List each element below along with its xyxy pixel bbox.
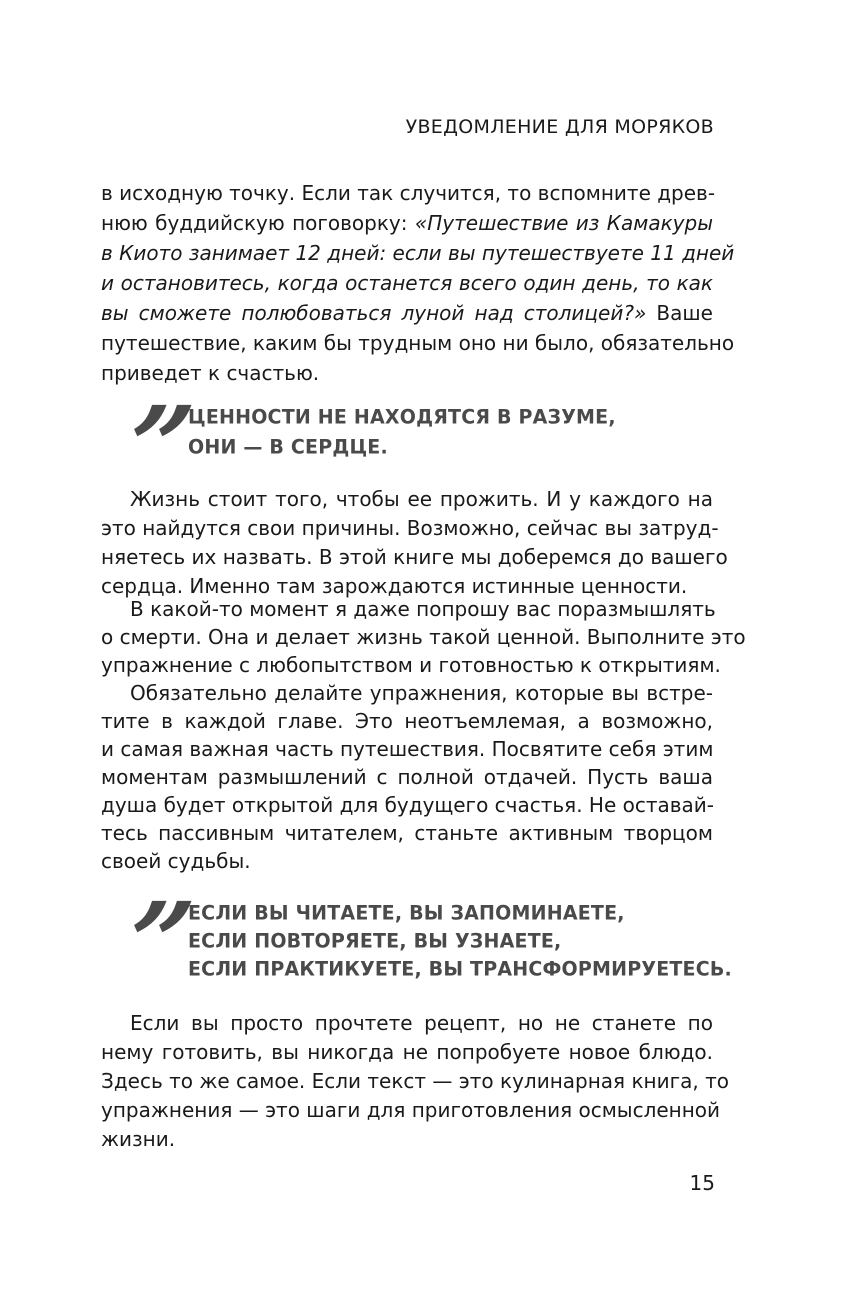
text-line: В какой-то момент я даже попрошу вас поразмышлять bbox=[130, 597, 716, 621]
text-line: упражнение с любопытством и готовностью к открытиям. bbox=[101, 653, 721, 677]
text-line bbox=[101, 268, 713, 298]
text-line bbox=[101, 298, 713, 328]
running-head: УВЕДОМЛЕНИЕ ДЛЯ МОРЯКОВ bbox=[405, 116, 714, 138]
text-line: упражнения — это шаги для приготовления осмысленной bbox=[101, 1098, 721, 1122]
pull-quote-line: ЦЕННОСТИ НЕ НАХОДЯТСЯ В РАЗУМЕ, bbox=[188, 405, 616, 429]
text-line: приведет к счастью. bbox=[101, 361, 320, 385]
text-line: сердца. Именно там зарождаются истинные ценности. bbox=[101, 574, 688, 598]
text-line bbox=[101, 208, 713, 238]
text-line: нему готовить, вы никогда не попробуете новое блюдо. bbox=[101, 1040, 713, 1064]
text-line: тите в каждой главе. Это неотъемлемая, а возможно, bbox=[101, 709, 713, 733]
pull-quote-line: ОНИ — В СЕРДЦЕ. bbox=[188, 435, 388, 459]
italic-quote: в Киото занимает 12 дней: если вы путешествуете 11 дней bbox=[101, 241, 735, 265]
text-line: своей судьбы. bbox=[101, 849, 251, 873]
quote-mark-icon: ” bbox=[119, 382, 201, 511]
text-line: Обязательно делайте упражнения, которые вы встре- bbox=[130, 681, 713, 705]
italic-quote: «Путешествие из Камакуры bbox=[414, 211, 713, 235]
italic-quote: и остановитесь, когда останется всего один день, то как bbox=[101, 271, 713, 295]
text-span: Ваше bbox=[646, 301, 713, 325]
pull-quote-line: ЕСЛИ ВЫ ЧИТАЕТЕ, ВЫ ЗАПОМИНАЕТЕ, bbox=[188, 901, 625, 925]
quote-mark-icon: ” bbox=[119, 878, 201, 1007]
text-line: няетесь их назвать. В этой книге мы доберемся до вашего bbox=[101, 545, 728, 569]
text-line: в исходную точку. Если так случится, то вспомните древ- bbox=[101, 181, 716, 205]
text-line: путешествие, каким бы трудным оно ни было, обязательно bbox=[101, 331, 735, 355]
text-line: моментам размышлений с полной отдачей. Пусть ваша bbox=[101, 765, 713, 789]
text-span: нюю буддийскую поговорку: bbox=[101, 211, 415, 235]
text-line: и самая важная часть путешествия. Посвятите себя этим bbox=[101, 737, 714, 761]
text-line: тесь пассивным читателем, станьте активным творцом bbox=[101, 821, 713, 845]
text-line: Здесь то же самое. Если текст — это кулинарная книга, то bbox=[101, 1069, 729, 1093]
text-line: Жизнь стоит того, чтобы ее прожить. И у каждого на bbox=[130, 487, 713, 511]
page-number: 15 bbox=[689, 1171, 715, 1195]
text-line: это найдутся свои причины. Возможно, сейчас вы затруд- bbox=[101, 516, 719, 540]
italic-quote: вы сможете полюбоваться луной над столицей?» bbox=[101, 301, 647, 325]
pull-quote-line: ЕСЛИ ПОВТОРЯЕТЕ, ВЫ УЗНАЕТЕ, bbox=[188, 929, 562, 953]
text-line: о смерти. Она и делает жизнь такой ценной. Выполните это bbox=[101, 625, 746, 649]
text-line: душа будет открытой для будущего счастья. Не оставай- bbox=[101, 793, 715, 817]
text-line: Если вы просто прочтете рецепт, но не станете по bbox=[130, 1011, 713, 1035]
pull-quote-line: ЕСЛИ ПРАКТИКУЕТЕ, ВЫ ТРАНСФОРМИРУЕТЕСЬ. bbox=[188, 957, 732, 981]
text-line: жизни. bbox=[101, 1127, 176, 1151]
text-line bbox=[101, 238, 735, 268]
